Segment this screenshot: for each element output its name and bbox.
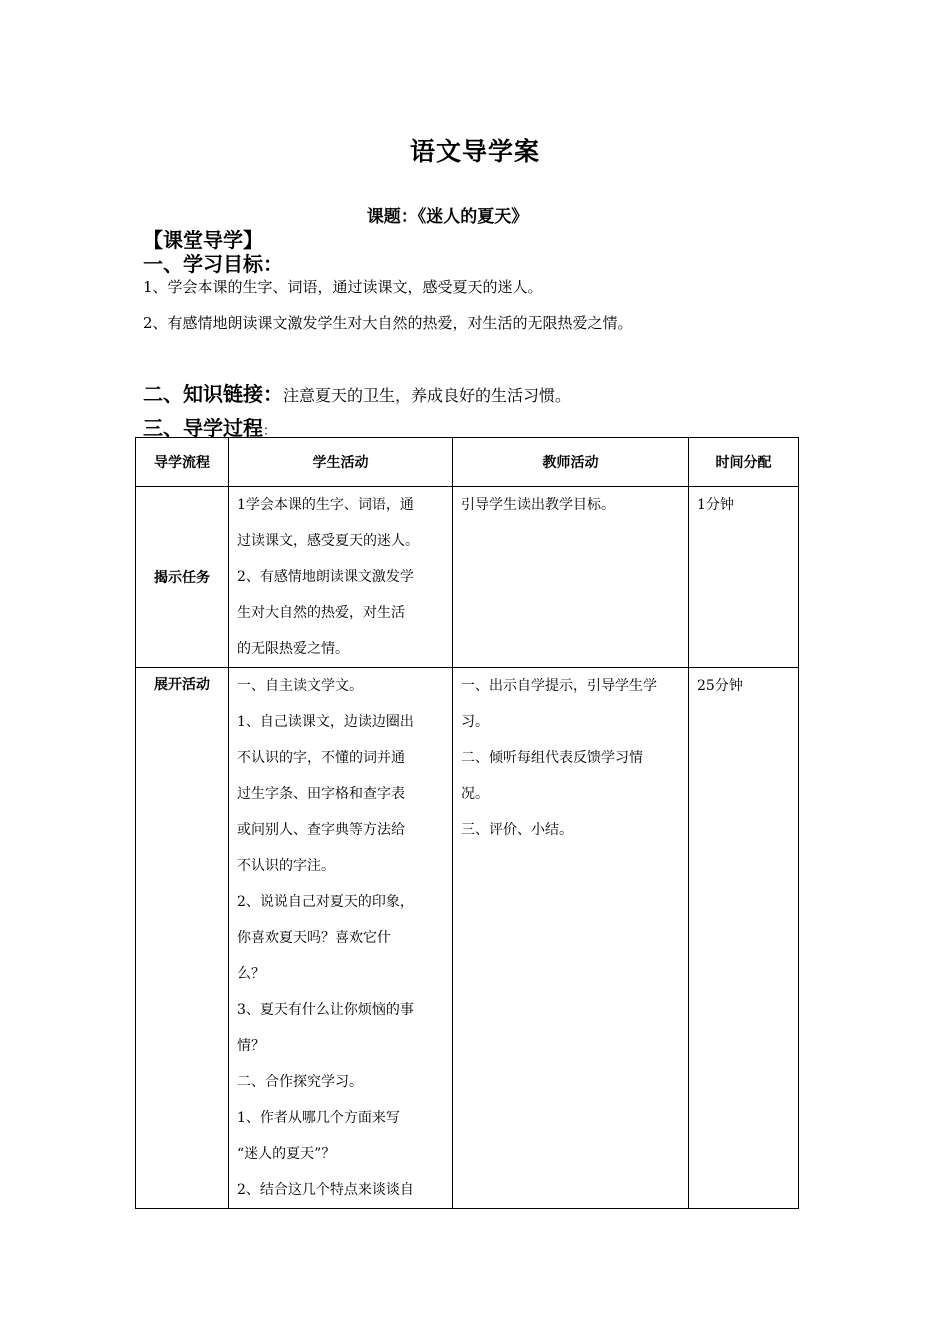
text-line: 的无限热爱之情。 xyxy=(237,641,349,657)
guide-process-colon: ： xyxy=(263,424,277,439)
text-line: 一、自主读文学文。 xyxy=(237,678,363,694)
text-line: 一、出示自学提示，引导学生学 xyxy=(461,678,657,694)
knowledge-link-section xyxy=(143,378,571,407)
text-line: 1、自己读课文，边读边圈出 xyxy=(237,714,414,730)
header-student-activity: 学生活动 xyxy=(229,438,453,487)
text-line: 2、有感情地朗读课文激发学 xyxy=(237,569,414,585)
time-cell xyxy=(689,487,799,668)
knowledge-link-text: 注意夏天的卫生，养成良好的生活习惯。 xyxy=(283,386,572,405)
text-line: 习。 xyxy=(461,714,489,730)
teacher-activity-cell xyxy=(453,487,689,668)
time-value: 25分钟 xyxy=(697,678,743,694)
text-line: 你喜欢夏天吗？喜欢它什 xyxy=(237,930,391,946)
text-line: 不认识的字，不懂的词并通 xyxy=(237,750,405,766)
section-bracket-heading: 【课堂导学】 xyxy=(143,228,263,252)
time-value: 1分钟 xyxy=(697,497,734,513)
text-line: 2、结合这几个特点来谈谈自 xyxy=(237,1182,414,1198)
student-activity-cell xyxy=(229,487,453,668)
text-line: 1学会本课的生字、词语，通 xyxy=(237,497,414,513)
teacher-activity-cell xyxy=(453,668,689,1209)
table-header-row xyxy=(136,438,799,487)
learning-goal-1: 1、学会本课的生字、词语，通过读课文，感受夏天的迷人。 xyxy=(143,278,543,296)
guide-process-heading: 三、导学过程 xyxy=(143,416,263,440)
table-row xyxy=(136,487,799,668)
stage-cell: 揭示任务 xyxy=(136,487,229,668)
text-line: 引导学生读出教学目标。 xyxy=(461,497,615,513)
lesson-subject: 课题：《迷人的夏天》 xyxy=(366,207,529,227)
text-line: 生对大自然的热爱，对生活 xyxy=(237,605,405,621)
time-cell xyxy=(689,668,799,1209)
text-line: 或问别人、查字典等方法给 xyxy=(237,822,405,838)
text-line: 么？ xyxy=(237,966,265,982)
learning-goals-heading: 一、学习目标： xyxy=(143,252,283,276)
text-line: 三、评价、小结。 xyxy=(461,822,573,838)
table-row xyxy=(136,668,799,1209)
text-line: 过生字条、田字格和查字表 xyxy=(237,786,405,802)
text-line: 况。 xyxy=(461,786,489,802)
knowledge-link-heading: 二、知识链接： xyxy=(143,382,283,406)
text-line: 3、夏天有什么让你烦恼的事 xyxy=(237,1002,414,1018)
text-line: 二、合作探究学习。 xyxy=(237,1074,363,1090)
text-line: 二、倾听每组代表反馈学习情 xyxy=(461,750,643,766)
text-line: 情？ xyxy=(237,1038,265,1054)
text-line: “迷人的夏天”？ xyxy=(237,1146,336,1162)
learning-goal-2: 2、有感情地朗读课文激发学生对大自然的热爱，对生活的无限热爱之情。 xyxy=(143,314,633,332)
document-title: 语文导学案 xyxy=(409,137,540,166)
student-activity-cell xyxy=(229,668,453,1209)
text-line: 2、说说自己对夏天的印象， xyxy=(237,894,414,910)
header-teacher-activity: 教师活动 xyxy=(453,438,689,487)
text-line: 过读课文，感受夏天的迷人。 xyxy=(237,533,419,549)
header-time: 时间分配 xyxy=(689,438,799,487)
text-line: 不认识的字注。 xyxy=(237,858,335,874)
guide-process-table xyxy=(135,437,799,1209)
text-line: 1、作者从哪几个方面来写 xyxy=(237,1110,400,1126)
stage-cell: 展开活动 xyxy=(136,668,229,1209)
header-stage: 导学流程 xyxy=(136,438,229,487)
